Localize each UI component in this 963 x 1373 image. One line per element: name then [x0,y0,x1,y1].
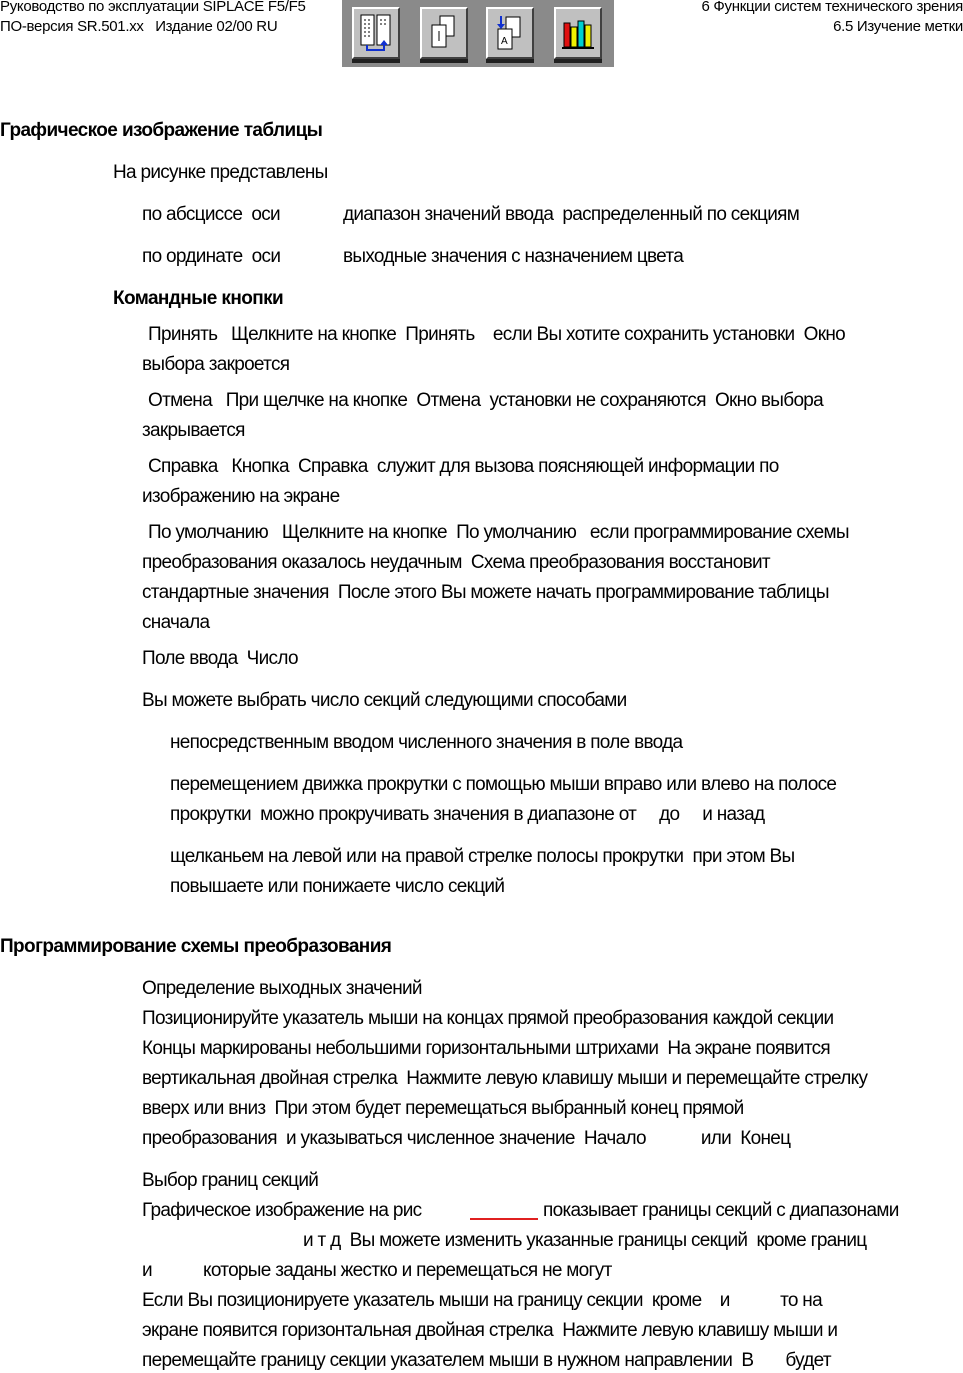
paragraph-line: которые заданы жестко и перемещаться не могут [203,1260,612,1281]
contents-button[interactable] [352,7,400,59]
pages-button[interactable] [420,7,468,59]
section-heading: Графическое изображение таблицы [0,120,323,141]
paragraph-line: Концы маркированы небольшими горизонтальными штрихами На экране появится [142,1038,830,1059]
axis-term: по абсциссе оси [142,204,280,225]
paragraph-line: Справка Кнопка Справка служит для вызова поясняющей информации по [148,456,779,477]
paragraph-line: Если Вы позиционируете указатель мыши на границу секции кроме и то на [142,1290,822,1311]
list-item: перемещением движка прокрутки с помощью мыши вправо или влево на полосе [170,774,837,795]
document-navigate-icon [492,13,528,53]
figure-reference-link[interactable] [470,1218,538,1220]
paragraph-line: Позиционируйте указатель мыши на концах прямой преобразования каждой секции [142,1008,834,1029]
axis-description: выходные значения с назначением цвета [343,246,684,267]
pages-icon [426,13,462,53]
paragraph-line: Графическое изображение на рис [142,1200,422,1221]
svg-text:A: A [501,36,508,47]
navigate-button[interactable] [486,7,534,59]
paragraph-text: На рисунке представлены [113,162,328,183]
paragraph-line: сначала [142,612,210,633]
paragraph-line: и [142,1260,152,1281]
paragraph-line: преобразования и указываться численное значение Начало или Конец [142,1128,791,1149]
paragraph-line: преобразования оказалось неудачным Схема преобразования восстановит [142,552,770,573]
table-of-contents-icon [358,13,394,53]
paragraph-line: и т д Вы можете изменить указанные границы секций кроме границ [303,1230,867,1251]
paragraph-line: перемещайте границу секции указателем мыши в нужном направлении В будет [142,1350,831,1371]
subsection-heading: Командные кнопки [113,288,284,309]
paragraph-line: закрывается [142,420,245,441]
list-item: повышаете или понижаете число секций [170,876,505,897]
header-version: ПО-версия SR.501.xx Издание 02/00 RU [0,18,278,35]
list-item: прокрутки можно прокручивать значения в диапазоне от до и назад [170,804,765,825]
paragraph-line: стандартные значения После этого Вы можете начать программирование таблицы [142,582,829,603]
axis-description: диапазон значений ввода распределенный по секциям [343,204,800,225]
list-item: щелканьем на левой или на правой стрелке полосы прокрутки при этом Вы [170,846,795,867]
paragraph-line: Вы можете выбрать число секций следующими способами [142,690,627,711]
section-heading: Программирование схемы преобразования [0,936,392,957]
header-manual-title: Руководство по эксплуатации SIPLACE F5/F5 [0,0,306,15]
navigation-toolbar [342,0,614,67]
paragraph-line: выбора закроется [142,354,290,375]
paragraph-line: показывает границы секций с диапазонами [543,1200,899,1221]
library-button[interactable] [554,7,602,59]
paragraph-line: Поле ввода Число [142,648,298,669]
paragraph-line: По умолчанию Щелкните на кнопке По умолчанию если программирование схемы [148,522,849,543]
axis-term: по ординате оси [142,246,281,267]
header-section: 6.5 Изучение метки [833,18,963,35]
library-books-icon [560,13,596,53]
paragraph-line: экране появится горизонтальная двойная стрелка Нажмите левую клавишу мыши и [142,1320,838,1341]
list-item: непосредственным вводом численного значения в поле ввода [170,732,683,753]
paragraph-line: вертикальная двойная стрелка Нажмите левую клавишу мыши и перемещайте стрелку [142,1068,868,1089]
paragraph-line: изображению на экране [142,486,340,507]
paragraph-line: Принять Щелкните на кнопке Принять если Вы хотите сохранить установки Окно [148,324,845,345]
header-chapter: 6 Функции систем технического зрения [701,0,963,15]
paragraph-line: вверх или вниз При этом будет перемещаться выбранный конец прямой [142,1098,744,1119]
paragraph-line: Отмена При щелчке на кнопке Отмена установки не сохраняются Окно выбора [148,390,824,411]
paragraph-title: Выбор границ секций [142,1170,319,1191]
paragraph-title: Определение выходных значений [142,978,422,999]
